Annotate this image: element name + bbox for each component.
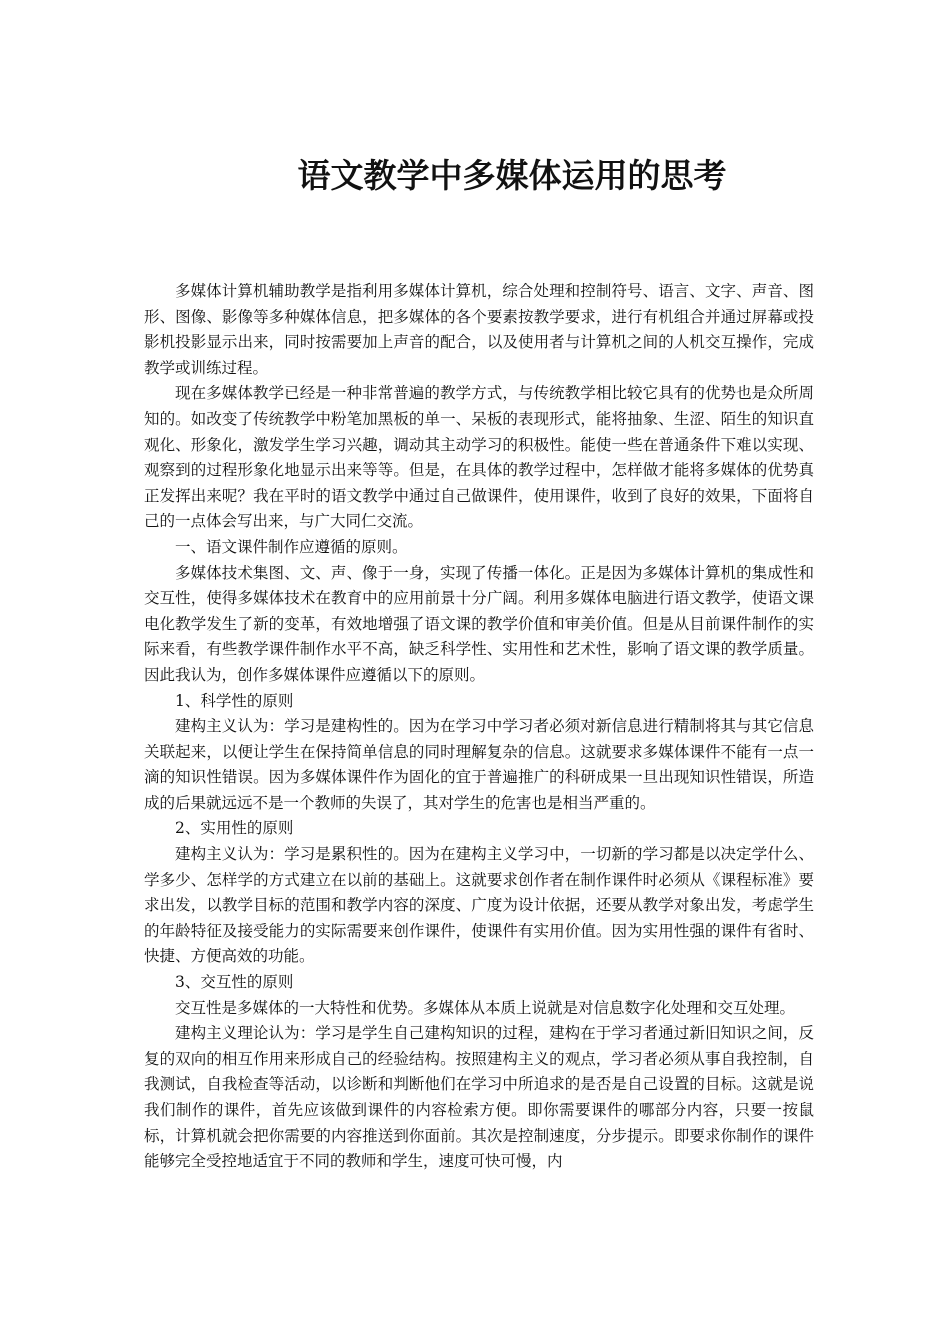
paragraph-scientific: 建构主义认为：学习是建构性的。因为在学习中学习者必须对新信息进行精制将其与其它信息关联起来，以便让学生在保持简单信息的同时理解复杂的信息。这就要求多媒体课件不能有一点一滴的知识性错误。因为多媒体课件作为固化的宜于普遍推广的科研成果一旦出现知识性错误，所造成的后果就远远不是一个教师的失误了，其对学生的危害也是相当严重的。: [144, 717, 814, 812]
paragraph-intro: 多媒体计算机辅助教学是指利用多媒体计算机，综合处理和控制符号、语言、文字、声音、图形、图像、影像等多种媒体信息，把多媒体的各个要素按教学要求，进行有机组合并通过屏幕或投影机投影显示出来，同时按需要加上声音的配合，以及使用者与计算机之间的人机交互操作，完成教学或训练过程。: [144, 282, 814, 377]
paragraph-principles-intro: 多媒体技术集图、文、声、像于一身，实现了传播一体化。正是因为多媒体计算机的集成性和交互性，使得多媒体技术在教育中的应用前景十分广阔。利用多媒体电脑进行语文教学，使语文课电化教学发生了新的变革，有效地增强了语文课的教学价值和审美价值。但是从目前课件制作的实际来看，有些教学课件制作水平不高，缺乏科学性、实用性和艺术性，影响了语文课的教学质量。因此我认为，创作多媒体课件应遵循以下的原则。: [144, 563, 814, 684]
section-heading-principles: 一、语文课件制作应遵循的原则。: [175, 537, 408, 556]
document-body: [144, 279, 814, 1175]
document-title: 语文教学中多媒体运用的思考: [297, 156, 727, 195]
paragraph-advantages: 现在多媒体教学已经是一种非常普遍的教学方式，与传统教学相比较它具有的优势也是众所周知的。如改变了传统教学中粉笔加黑板的单一、呆板的表现形式，能将抽象、生涩、陌生的知识直观化、形象化，激发学生学习兴趣，调动其主动学习的积极性。能使一些在普通条件下难以实现、观察到的过程形象化地显示出来等等。但是，在具体的教学过程中，怎样做才能将多媒体的优势真正发挥出来呢？我在平时的语文教学中通过自己做课件，使用课件，收到了良好的效果，下面将自己的一点体会写出来，与广大同仁交流。: [144, 384, 814, 531]
subheading-scientific: 1、科学性的原则: [175, 691, 294, 710]
paragraph-interactive-1: 交互性是多媒体的一大特性和优势。多媒体从本质上说就是对信息数字化处理和交互处理。: [175, 998, 796, 1017]
paragraph-practical: 建构主义认为：学习是累积性的。因为在建构主义学习中，一切新的学习都是以决定学什么、学多少、怎样学的方式建立在以前的基础上。这就要求创作者在制作课件时必须从《课程标准》要求出发，以教学目标的范围和教学内容的深度、广度为设计依据，还要从教学对象出发，考虑学生的年龄特征及接受能力的实际需要来创作课件，使课件有实用价值。因为实用性强的课件有省时、快捷、方便高效的功能。: [144, 845, 814, 966]
subheading-interactive: 3、交互性的原则: [175, 973, 294, 992]
paragraph-interactive-2: 建构主义理论认为：学习是学生自己建构知识的过程，建构在于学习者通过新旧知识之间，反复的双向的相互作用来形成自己的经验结构。按照建构主义的观点，学习者必须从事自我控制，自我测试，自我检查等活动，以诊断和判断他们在学习中所追求的是否是自己设置的目标。这就是说我们制作的课件，首先应该做到课件的内容检索方便。即你需要课件的哪部分内容，只要一按鼠标，计算机就会把你需要的内容推送到你面前。其次是控制速度，分步提示。即要求你制作的课件能够完全受控地适宜于不同的教师和学生，速度可快可慢，内: [144, 1024, 814, 1171]
subheading-practical: 2、实用性的原则: [175, 819, 294, 838]
